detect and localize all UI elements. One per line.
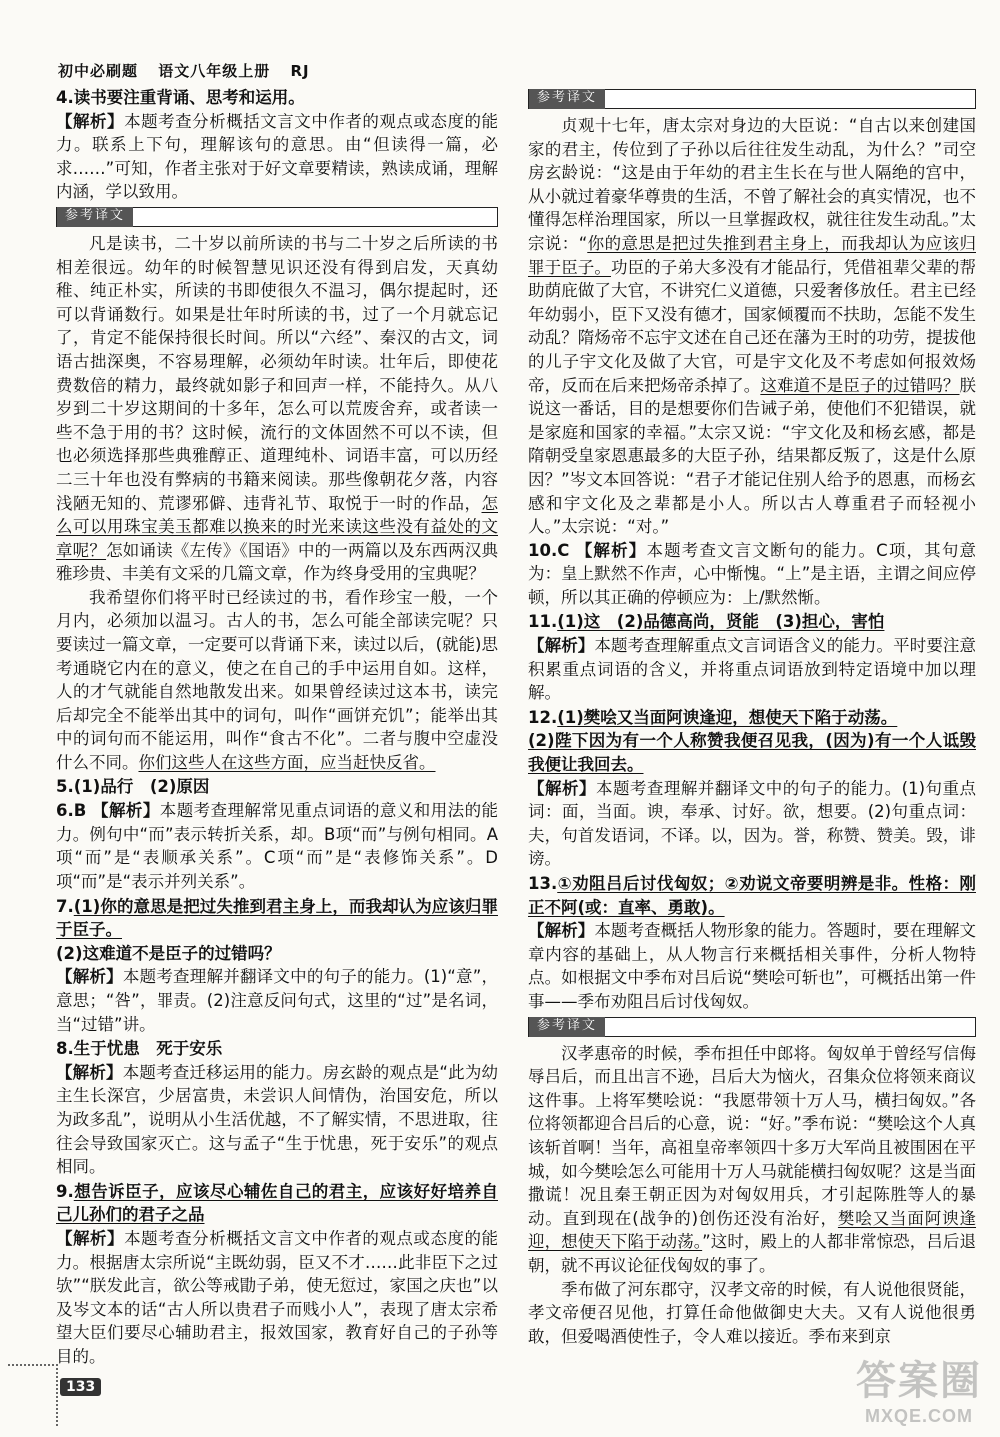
question-13 xyxy=(528,872,976,1014)
question-5 xyxy=(56,775,498,799)
question-number: 10. xyxy=(528,540,558,560)
underlined-sentence: 这难道不是臣子的过错吗？ xyxy=(760,375,960,395)
question-9 xyxy=(56,1180,498,1369)
answer: (1)这 (2)品德高尚，贤能 (3)担心，害怕 xyxy=(557,612,885,632)
answer: (2)陛下因为有一个人称赞我便召见我，(因为)有一个人诋毁我便让我回去。 xyxy=(528,731,976,775)
analysis-tag: 【解析】 xyxy=(528,636,595,656)
answer: (1)樊哙又当面阿谀逢迎，想使天下陷于动荡。 xyxy=(557,707,898,727)
question-number: 8. xyxy=(56,1039,74,1059)
question-7 xyxy=(56,895,498,1037)
watermark xyxy=(856,1349,982,1427)
analysis-tag: 【解析】 xyxy=(92,801,160,821)
series-title: 初中必刷题 xyxy=(58,62,139,80)
translation-text: 怎如诵读《左传》《国语》中的一两篇以及东西两汉典雅珍贵、丰美有文采的几篇文章，作为终身受用的宝典呢？ xyxy=(56,540,499,584)
translation-header xyxy=(528,1017,976,1037)
answer: B xyxy=(73,801,87,821)
analysis: 本题考查分析概括文言文中作者的观点或态度的能力。根据唐太宗所说“主既幼弱，臣又不才……此非臣下之过欤”“朕发此言，欲公等戒勖子弟，使无愆过，家国之庆也”以及岑文本的话“古人所以贵君子而贱小人”，表现了唐太宗希望大臣们要尽心辅助君主，报效国家，教育好自己的子孙等目的。 xyxy=(56,1228,499,1366)
analysis: 本题考查文言文断句的能力。C项，其句意为：皇上默然不作声，心中惭愧。“上”是主语，主谓之间应停顿，所以其正确的停顿应为：上/默然惭。 xyxy=(528,540,977,607)
translation-header xyxy=(56,207,498,227)
translation-paragraph xyxy=(56,232,498,586)
analysis-tag: 【解析】 xyxy=(56,111,125,131)
question-number: 13. xyxy=(528,874,558,893)
analysis: 本题考查理解常见重点词语的意义和用法的能力。例句中“而”表示转折关系，却。B项“而”与例句相同。A项“而”是“表顺承关系”。C项“而”是“表修饰关系”。D项“而”是“表示并列关系”。 xyxy=(56,801,499,891)
corner-decoration xyxy=(8,1364,58,1426)
analysis-tag: 【解析】 xyxy=(528,778,596,798)
translation-header xyxy=(528,89,976,109)
answer: (1)品行 (2)原因 xyxy=(73,776,210,796)
question-number: 4. xyxy=(56,88,74,107)
translation-label: 参考译文 xyxy=(529,1017,605,1037)
analysis: 本题考查理解重点文言词语含义的能力。平时要注意积累重点词语的含义，并将重点词语放到特定语境中加以理解。 xyxy=(528,636,977,703)
analysis: 本题考查迁移运用的能力。房玄龄的观点是“此为幼主生长深宫，少居富贵，未尝识人间情伪，治国安危，所以为政多乱”，说明从小生活优越，不了解实情，不思进取，往往会导致国家灭亡。这与孟子“生于忧患，死于安乐”的观点相同。 xyxy=(56,1062,498,1177)
analysis-tag: 【解析】 xyxy=(56,967,123,987)
analysis: 本题考查概括人物形象的能力。答题时，要在理解文章内容的基础上，从人物言行来概括相关事件，分析人物特点。如根据文中季布对吕后说“樊哙可斩也”，可概括出第一件事——季布劝阻吕后讨伐匈奴。 xyxy=(528,921,977,1011)
translation-text: 朕说这一番话，目的是想要你们告诫子弟，使他们不犯错误，就是家庭和国家的幸福。”太宗又说：“宇文化及和杨玄感，都是隋朝受皇家恩惠最多的大臣子孙，结果都反叛了，这是什么原因？”岑文本回答说：“君子才能记住别人给予的恩惠，而杨玄感和宇文化及之辈都是小人。所以古人尊重君子而轻视小人。”太宗说：“对。” xyxy=(528,375,977,537)
question-11 xyxy=(528,610,976,704)
translation-text: 汉孝惠帝的时候，季布担任中郎将。匈奴单于曾经写信侮辱吕后，而且出言不逊，吕后大为恼火，召集众位将领来商议这件事。上将军樊哙说：“我愿带领十万人马，横扫匈奴。”各位将领都迎合吕后的心意，说：“好。”季布说：“樊哙这个人真该斩首啊！当年，高祖皇帝率领四十多万大军尚且被围困在平城，如今樊哙怎么可能用十万人马就能横扫匈奴呢？这是当面撒谎！况且秦王朝正因为对匈奴用兵，才引起陈胜等人的暴动。直到现在(战争的)创伤还没有治好， xyxy=(528,1043,976,1228)
question-number: 6. xyxy=(56,801,74,821)
question-12 xyxy=(528,706,976,871)
underlined-sentence: 你的意思是把过失推到君主身上，而我却认为应该归罪于臣子。 xyxy=(528,233,976,277)
underlined-sentence: 你们这些人在这些方面，应当赶快反省。 xyxy=(138,753,436,773)
left-column xyxy=(56,86,498,1369)
question-10 xyxy=(528,539,976,610)
translation-text: ”这时，殿上的人都非常惊恐，吕后退朝，就不再议论征伐匈奴的事了。 xyxy=(528,1232,977,1275)
answer: 生于忧患 死于安乐 xyxy=(73,1039,223,1059)
underlined-sentence: 怎么可以用珠宝美玉都难以换来的时光来读这些没有益处的文章呢？ xyxy=(56,493,498,560)
edition-label: RJ xyxy=(290,62,310,80)
translation-label: 参考译文 xyxy=(57,207,133,227)
answer: 想告诉臣子，应该尽心辅佐自己的君主，应该好好培养自己儿孙们的君子之品 xyxy=(56,1181,498,1225)
analysis: 本题考查分析概括文言文中作者的观点或态度的能力。联系上下句，理解该句的意思。由“但读得一篇，必求……”可知，作者主张对于好文章要精读，熟读成诵，理解内涵，学以致用。 xyxy=(56,111,499,202)
answer: ①劝阻吕后讨伐匈奴；②劝说文帝要明辨是非。性格：刚正不阿(或：直率、勇敢)。 xyxy=(528,874,976,917)
translation-paragraph: 季布做了河东郡守，汉孝文帝的时候，有人说他很贤能，孝文帝便召见他，打算任命他做御史大夫。又有人说他很勇敢，但爱喝酒使性子，令人难以接近。季布来到京 xyxy=(528,1279,976,1346)
question-number: 5. xyxy=(56,776,74,796)
subject-title: 语文八年级上册 xyxy=(158,62,271,80)
answer: (2)这难道不是臣子的过错吗？ xyxy=(56,943,281,963)
answer: (1)你的意思是把过失推到君主身上，而我却认为应该归罪于臣子。 xyxy=(56,896,498,940)
right-column xyxy=(528,86,976,1348)
translation-paragraph xyxy=(528,1042,976,1278)
question-number: 12. xyxy=(528,707,558,727)
analysis-tag: 【解析】 xyxy=(575,540,647,560)
question-number: 11. xyxy=(528,612,558,632)
translation-text: 凡是读书，二十岁以前所读的书与二十岁之后所读的书相差很远。幼年的时候智慧见识还没有得到启发，天真幼稚、纯正朴实，所读的书即使很久不温习，偶尔提起时，还可以背诵数行。如果是壮年时所读的书，过了一个月就忘记了，肯定不能保持很长时间。所以“六经”、秦汉的古文，词语古拙深奥，不容易理解，必须幼年时读。壮年后，即使花费数倍的精力，最终就如影子和回声一样，不能持久。从八岁到二十岁这期间的十多年，怎么可以荒废舍弃，或者读一些不急于用的书？这时候，流行的文体固然不可以不读，但也必须选择那些典雅醇正、道理纯朴、词语丰富，可以历经二三十年也没有弊病的书籍来阅读。那些像朝花夕落，内容浅陋无知的、荒谬邪僻、违背礼节、取悦于一时的作品， xyxy=(56,233,498,513)
analysis: 本题考查理解并翻译文中的句子的能力。(1)“意”，意思；“咎”，罪责。(2)注意反问句式，这里的“过”是名词，当“过错”讲。 xyxy=(56,967,499,1034)
question-6 xyxy=(56,799,498,893)
question-8 xyxy=(56,1037,498,1179)
translation-label: 参考译文 xyxy=(529,89,605,109)
watermark-logo: 答案圈 xyxy=(856,1359,982,1403)
answer: 读书要注重背诵、思考和运用。 xyxy=(73,88,305,107)
running-header xyxy=(58,60,324,81)
translation-text: 功臣的子弟大多没有才能品行，凭借祖辈父辈的帮助荫庇做了大官，不讲究仁义道德，只爱奢侈放任。君主已经年幼弱小，臣下又没有德才，国家倾覆而不扶助，怎能不发生动乱？隋炀帝不忘宇文述在自己还在藩为王时的功劳，提拔他的儿子宇文化及做了大官，可是宇文化及不考虑如何报效炀帝，反而在后来把炀帝杀掉了。 xyxy=(528,257,977,395)
question-number: 7. xyxy=(56,896,74,916)
analysis-tag: 【解析】 xyxy=(56,1228,125,1248)
translation-paragraph xyxy=(528,114,976,539)
answer: C xyxy=(557,540,570,560)
analysis: 本题考查理解并翻译文中的句子的能力。(1)句重点词：面，当面。谀，奉承、讨好。欲，想要。(2)句重点词：夫，句首发语词，不译。以，因为。誉，称赞、赞美。毁，诽谤。 xyxy=(528,778,977,869)
translation-text: 贞观十七年，唐太宗对身边的大臣说：“自古以来创建国家的君主，传位到了子孙以后往往发生动乱，为什么？”司空房玄龄说：“这是由于年幼的君主生长在与世人隔绝的宫中，从小就过着豪华尊贵的生活，不曾了解社会的真实情况，也不懂得怎样治理国家，所以一旦掌握政权，就往往发生动乱。”太宗说：“ xyxy=(528,116,976,253)
question-number: 9. xyxy=(56,1181,74,1201)
translation-paragraph xyxy=(56,586,498,775)
page-number: 133 xyxy=(60,1378,101,1396)
underlined-sentence: 樊哙又当面阿谀逢迎，想使天下陷于动荡。 xyxy=(528,1208,977,1252)
analysis-tag: 【解析】 xyxy=(56,1062,123,1082)
translation-text: 我希望你们将平时已经读过的书，看作珍宝一般，一个月内，必须加以温习。古人的书，怎么可能全部读完呢？只要读过一篇文章，一定要可以背诵下来，读过以后，(就能)思考通晓它内在的意义，使之在自己的手中运用自如。这样，人的才气就能自然地散发出来。如果曾经读过这本书，读完后却完全不能举出其中的词句，叫作“画饼充饥”；能举出其中的词句而不能运用，叫作“食古不化”。二者与腹中空虚没什么不同。 xyxy=(56,587,498,773)
watermark-url: MXQE.COM xyxy=(864,1406,973,1426)
analysis-tag: 【解析】 xyxy=(528,921,595,941)
question-4 xyxy=(56,86,498,204)
